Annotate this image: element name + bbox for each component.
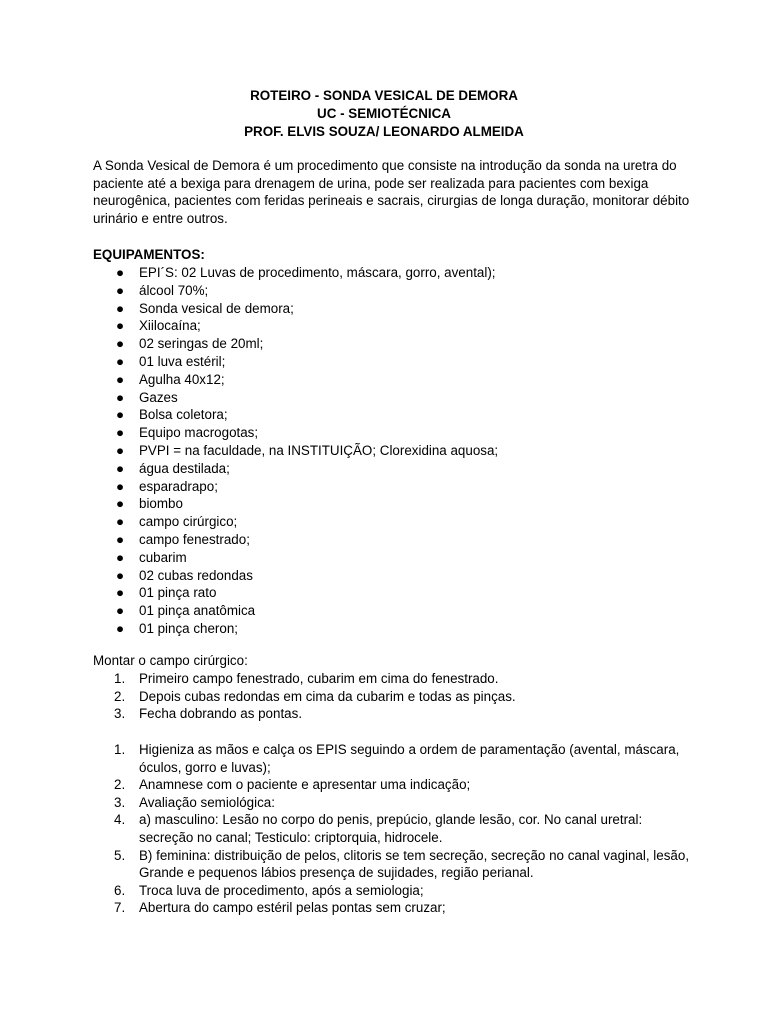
step-item	[93, 847, 693, 882]
list-item-text: Agulha 40x12;	[139, 371, 225, 387]
list-item	[93, 353, 498, 371]
list-item-text: 01 pinça rato	[139, 585, 217, 601]
bullet-icon: ●	[116, 425, 125, 441]
equipamentos-list	[93, 264, 498, 638]
list-item-text: biombo	[139, 496, 183, 512]
step-item	[93, 882, 693, 900]
step-item	[93, 794, 693, 812]
bullet-icon: ●	[116, 567, 125, 583]
list-item	[93, 300, 498, 318]
bullet-icon: ●	[116, 603, 125, 619]
step-number: 6.	[114, 882, 126, 898]
step-number: 3.	[114, 794, 126, 810]
step-text: Depois cubas redondas em cima da cubarim e todas as pinças.	[139, 688, 516, 704]
list-item-text: campo cirúrgico;	[139, 514, 238, 530]
list-item	[93, 282, 498, 300]
step-text: Abertura do campo estéril pelas pontas sem cruzar;	[139, 900, 446, 916]
bullet-icon: ●	[116, 514, 125, 530]
list-item-text: Sonda vesical de demora;	[139, 300, 294, 316]
list-item-text: esparadrapo;	[139, 478, 218, 494]
step-item	[93, 705, 516, 723]
campo-steps-list	[93, 670, 516, 723]
title-line-1: ROTEIRO - SONDA VESICAL DE DEMORA	[250, 88, 518, 103]
bullet-icon: ●	[116, 460, 125, 476]
list-item	[93, 531, 498, 549]
bullet-icon: ●	[116, 282, 125, 298]
list-item	[93, 513, 498, 531]
bullet-icon: ●	[116, 318, 125, 334]
list-item-text: Gazes	[139, 389, 178, 405]
step-number: 7.	[114, 900, 126, 916]
bullet-icon: ●	[116, 442, 125, 458]
list-item	[93, 317, 498, 335]
list-item	[93, 406, 498, 424]
bullet-icon: ●	[116, 620, 125, 636]
list-item-text: álcool 70%;	[139, 282, 209, 298]
bullet-icon: ●	[116, 300, 125, 316]
step-number: 3.	[114, 706, 126, 722]
list-item-text: Xiilocaína;	[139, 318, 201, 334]
procedure-steps-list	[93, 741, 693, 917]
list-item-text: EPI´S: 02 Luvas de procedimento, máscara, gorro, avental);	[139, 265, 496, 280]
list-item-text: água destilada;	[139, 460, 230, 476]
step-number: 2.	[114, 777, 126, 793]
step-text: Higieniza as mãos e calça os EPIS seguindo a ordem de paramentação (avental, máscara, óculos, gorro e luvas);	[139, 742, 680, 775]
bullet-icon: ●	[116, 478, 125, 494]
document-header	[0, 87, 768, 141]
list-item	[93, 424, 498, 442]
bullet-icon: ●	[116, 265, 125, 280]
step-text: Troca luva de procedimento, após a semiologia;	[139, 882, 424, 898]
list-item-text: 01 luva estéril;	[139, 353, 226, 369]
step-item	[93, 811, 693, 846]
list-item-text: 02 cubas redondas	[139, 567, 253, 583]
bullet-icon: ●	[116, 389, 125, 405]
list-item	[93, 584, 498, 602]
bullet-icon: ●	[116, 407, 125, 423]
step-number: 1.	[114, 742, 126, 757]
list-item	[93, 442, 498, 460]
list-item-text: campo fenestrado;	[139, 531, 250, 547]
list-item-text: Bolsa coletora;	[139, 407, 228, 423]
step-number: 1.	[114, 671, 126, 686]
list-item	[93, 335, 498, 353]
step-number: 5.	[114, 847, 126, 863]
step-item	[93, 776, 693, 794]
list-item	[93, 478, 498, 496]
list-item	[93, 549, 498, 567]
list-item	[93, 389, 498, 407]
step-item	[93, 670, 516, 688]
list-item	[93, 620, 498, 638]
title-line-2: UC - SEMIOTÉCNICA	[317, 106, 451, 121]
bullet-icon: ●	[116, 371, 125, 387]
list-item	[93, 371, 498, 389]
bullet-icon: ●	[116, 353, 125, 369]
list-item-text: cubarim	[139, 549, 187, 565]
campo-heading: Montar o campo cirúrgico:	[93, 653, 248, 668]
list-item	[93, 460, 498, 478]
step-text: Fecha dobrando as pontas.	[139, 706, 303, 722]
step-item	[93, 899, 693, 917]
step-text: Avaliação semiológica:	[139, 794, 275, 810]
bullet-icon: ●	[116, 549, 125, 565]
bullet-icon: ●	[116, 496, 125, 512]
list-item-text: 01 pinça cheron;	[139, 620, 239, 636]
list-item	[93, 567, 498, 585]
step-text: Primeiro campo fenestrado, cubarim em cima do fenestrado.	[139, 671, 499, 686]
equipamentos-heading: EQUIPAMENTOS:	[93, 247, 205, 262]
step-text: a) masculino: Lesão no corpo do penis, prepúcio, glande lesão, cor. No canal uretral: secreção no canal; Testiculo: criptorquia, hidrocele.	[139, 812, 643, 845]
step-text: Anamnese com o paciente e apresentar uma indicação;	[139, 777, 471, 793]
step-item	[93, 688, 516, 706]
list-item-text: Equipo macrogotas;	[139, 425, 259, 441]
list-item	[93, 264, 498, 282]
bullet-icon: ●	[116, 531, 125, 547]
step-number: 2.	[114, 688, 126, 704]
step-item	[93, 741, 693, 776]
bullet-icon: ●	[116, 585, 125, 601]
list-item-text: PVPI = na faculdade, na INSTITUIÇÃO; Clorexidina aquosa;	[139, 442, 499, 458]
list-item-text: 02 seringas de 20ml;	[139, 336, 264, 352]
list-item	[93, 602, 498, 620]
step-number: 4.	[114, 812, 126, 828]
bullet-icon: ●	[116, 336, 125, 352]
title-line-3: PROF. ELVIS SOUZA/ LEONARDO ALMEIDA	[244, 124, 524, 139]
intro-paragraph: A Sonda Vesical de Demora é um procedimento que consiste na introdução da sonda na uretra do paciente até a bexiga para drenagem de urina, pode ser realizada para pacientes com bexiga neurogênica, pacientes com feridas perineais e sacrais, cirurgias de longa duração, monitorar débito urinário e entre outros.	[93, 158, 690, 226]
list-item	[93, 495, 498, 513]
list-item-text: 01 pinça anatômica	[139, 603, 256, 619]
step-text: B) feminina: distribuição de pelos, clitoris se tem secreção, secreção no canal vaginal, lesão, Grande e pequenos lábios presença de sujidades, região perianal.	[139, 847, 690, 881]
